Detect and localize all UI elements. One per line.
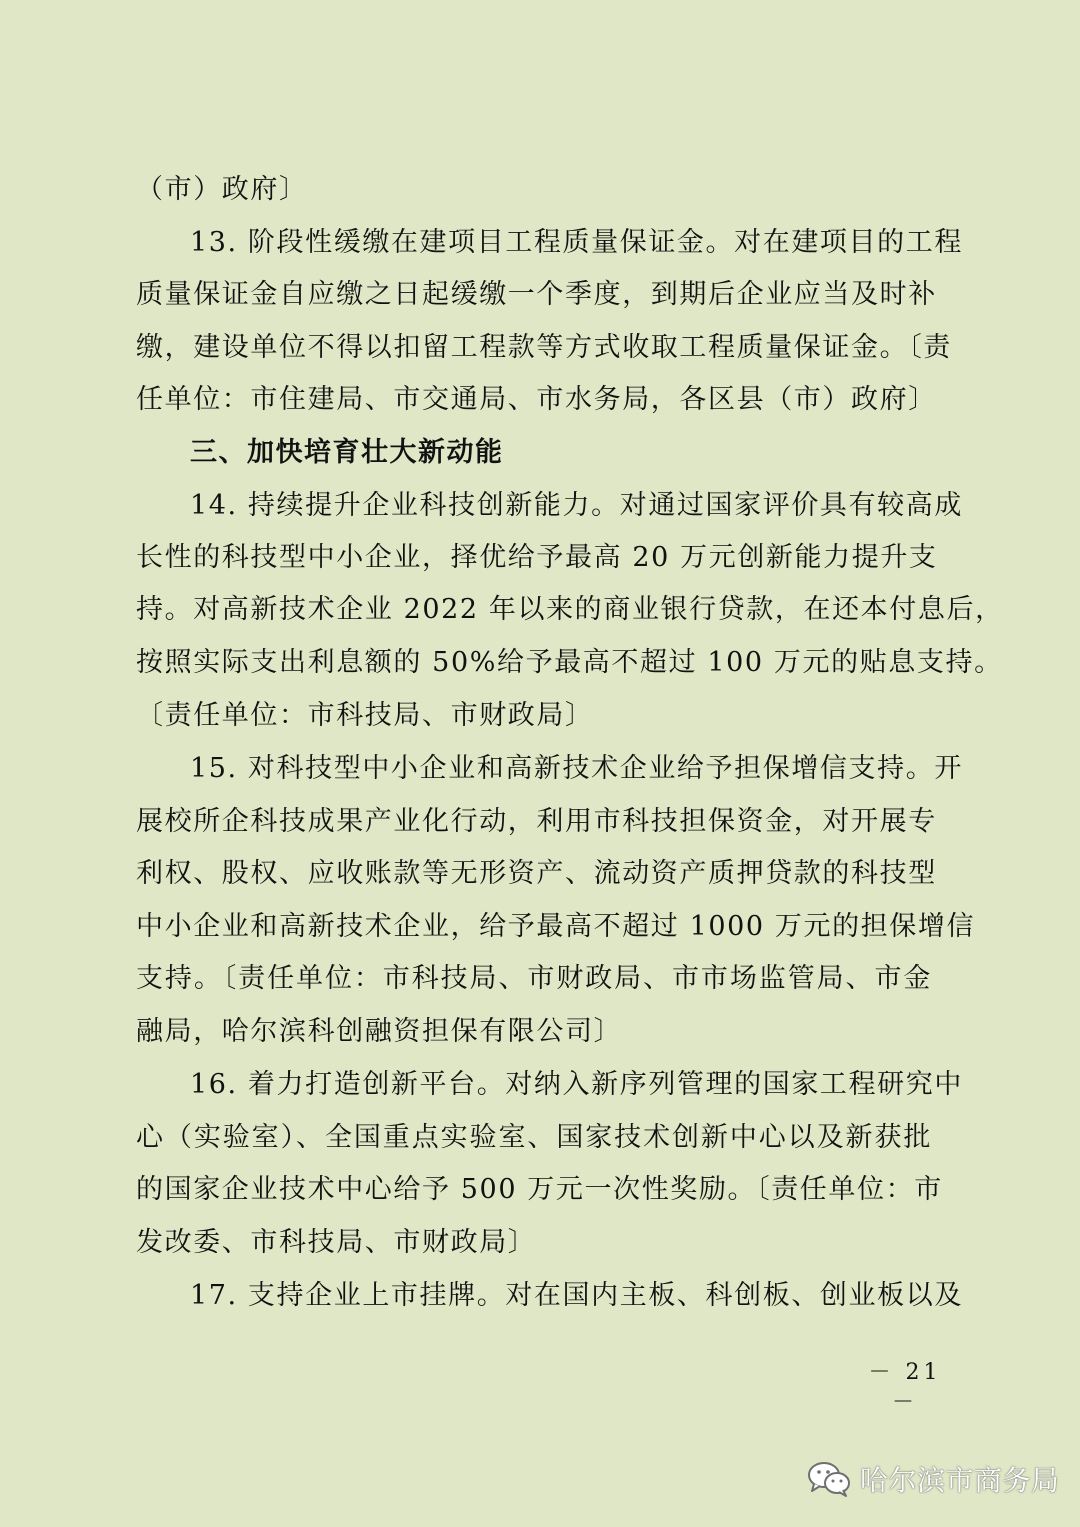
text-line: 的国家企业技术中心给予 500 万元一次性奖励。〔责任单位：市 [136,1174,943,1205]
text-line: 心（实验室）、全国重点实验室、国家技术创新中心以及新获批 [136,1122,932,1153]
page-number: － 21 － [868,1360,942,1415]
text-line: 中小企业和高新技术企业，给予最高不超过 1000 万元的担保增信 [136,911,976,942]
text-line: 支持。〔责任单位：市科技局、市财政局、市市场监管局、市金 [136,963,932,994]
text-line: 长性的科技型中小企业，择优给予最高 20 万元创新能力提升支 [136,542,938,573]
text-line: 利权、股权、应收账款等无形资产、流动资产质押贷款的科技型 [136,858,937,889]
text-line: 质量保证金自应缴之日起缓缴一个季度，到期后企业应当及时补 [136,279,937,310]
section-heading: 三、加快培育壮大新动能 [190,437,504,468]
text-line: 持。对高新技术企业 2022 年以来的商业银行贷款，在还本付息后， [136,594,1004,625]
item-15-start: 15. 对科技型中小企业和高新技术企业给予担保增信支持。开 [190,753,963,784]
text-line: 〔责任单位：市科技局、市财政局〕 [136,700,594,731]
watermark [806,1456,1060,1502]
watermark-text: 哈尔滨市商务局 [860,1464,1060,1497]
item-17-start: 17. 支持企业上市挂牌。对在国内主板、科创板、创业板以及 [190,1280,963,1311]
text-line: （市）政府〕 [136,174,308,205]
text-line: 按照实际支出利息额的 50%给予最高不超过 100 万元的贴息支持。 [136,647,1003,678]
text-line: 展校所企科技成果产业化行动，利用市科技担保资金，对开展专 [136,806,937,837]
wechat-icon [806,1459,852,1499]
item-14-start: 14. 持续提升企业科技创新能力。对通过国家评价具有较高成 [190,490,963,521]
text-line: 缴，建设单位不得以扣留工程款等方式收取工程质量保证金。〔责 [136,332,952,363]
text-line: 任单位：市住建局、市交通局、市水务局，各区县（市）政府〕 [136,384,937,415]
text-line: 发改委、市科技局、市财政局〕 [136,1227,537,1258]
item-16-start: 16. 着力打造创新平台。对纳入新序列管理的国家工程研究中 [190,1069,963,1100]
text-line: 融局，哈尔滨科创融资担保有限公司〕 [136,1016,623,1047]
item-13-start: 13. 阶段性缓缴在建项目工程质量保证金。对在建项目的工程 [190,227,963,258]
